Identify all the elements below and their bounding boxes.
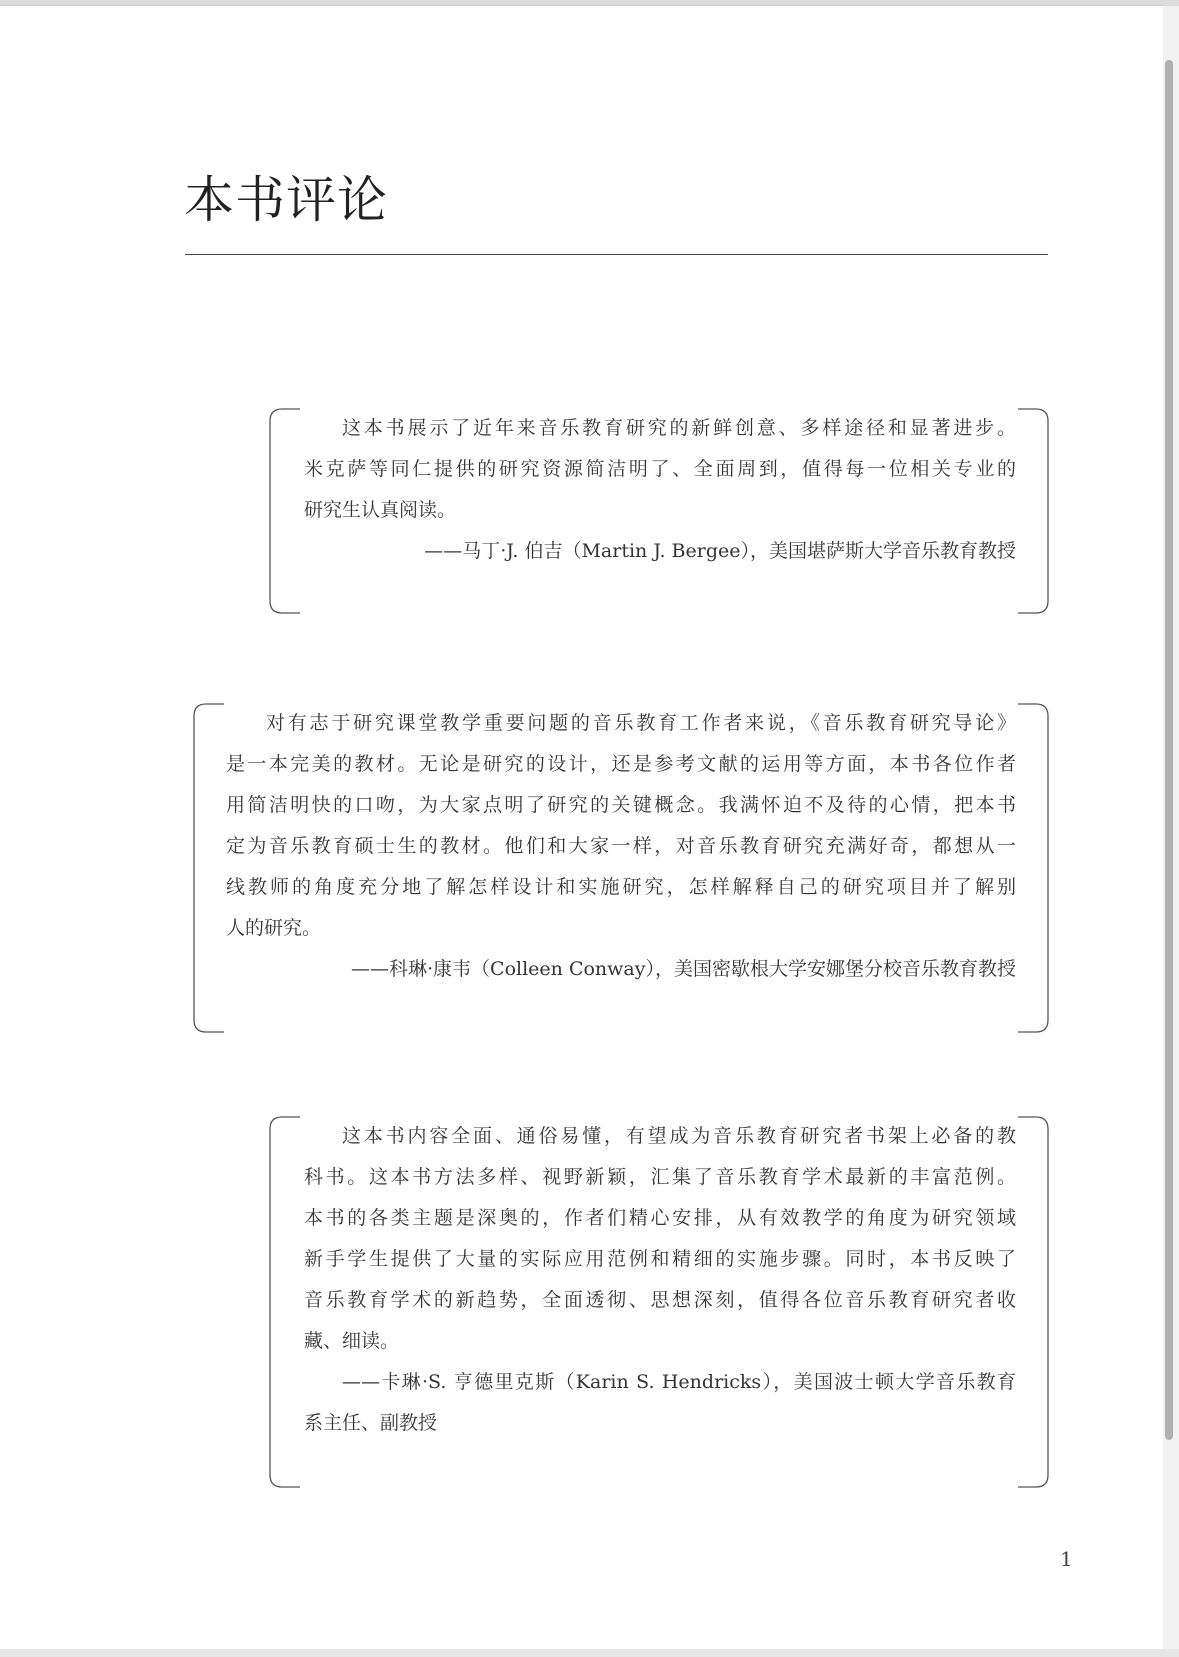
document-page [0, 6, 1163, 1649]
review-text-line: 研究生认真阅读。 [304, 499, 457, 521]
review-3 [270, 1116, 1048, 1488]
review-attribution: ——马丁·J. 伯吉（Martin J. Bergee），美国堪萨斯大学音乐教育教授 [424, 540, 1016, 562]
review-text-line: 是一本完美的教材。无论是研究的设计，还是参考文献的运用等方面，本书各位作者 [226, 753, 1016, 775]
review-text-line: 定为音乐教育硕士生的教材。他们和大家一样，对音乐教育研究充满好奇，都想从一 [226, 835, 1016, 857]
page-title: 本书评论 [184, 171, 388, 229]
review-attribution: ——卡琳·S. 亨德里克斯（Karin S. Hendricks），美国波士顿大学音乐教育 [342, 1371, 1016, 1393]
review-text-line: 这本书展示了近年来音乐教育研究的新鲜创意、多样途径和显著进步。 [342, 417, 1016, 439]
review-text-line: 藏、细读。 [304, 1330, 400, 1352]
review-text-line: 音乐教育学术的新趋势，全面透彻、思想深刻，值得各位音乐教育研究者收 [304, 1289, 1016, 1311]
review-text-line: 米克萨等同仁提供的研究资源简洁明了、全面周到，值得每一位相关专业的 [304, 458, 1016, 480]
review-2 [194, 703, 1048, 1033]
review-text-line: 用简洁明快的口吻，为大家点明了研究的关键概念。我满怀迫不及待的心情，把本书 [226, 794, 1016, 816]
review-text-line: 本书的各类主题是深奥的，作者们精心安排，从有效教学的角度为研究领域 [304, 1207, 1016, 1229]
page-number: 1 [1060, 1547, 1073, 1571]
scrollbar-thumb[interactable] [1165, 60, 1173, 1440]
review-text-line: 这本书内容全面、通俗易懂，有望成为音乐教育研究者书架上必备的教 [342, 1125, 1016, 1147]
review-text-line: 对有志于研究课堂教学重要问题的音乐教育工作者来说，《音乐教育研究导论》 [266, 712, 1016, 734]
review-attribution: ——科琳·康韦（Colleen Conway），美国密歇根大学安娜堡分校音乐教育教授 [351, 958, 1016, 980]
review-text-line: 新手学生提供了大量的实际应用范例和精细的实施步骤。同时，本书反映了 [304, 1248, 1016, 1270]
review-attribution: 系主任、副教授 [304, 1412, 438, 1434]
title-rule [185, 254, 1048, 255]
review-text-line: 人的研究。 [226, 917, 322, 939]
review-1 [270, 408, 1048, 614]
review-text-line: 线教师的角度充分地了解怎样设计和实施研究，怎样解释自己的研究项目并了解别 [226, 876, 1016, 898]
review-text-line: 科书。这本书方法多样、视野新颖，汇集了音乐教育学术最新的丰富范例。 [304, 1166, 1016, 1188]
viewer-bottom-edge [0, 1649, 1179, 1657]
